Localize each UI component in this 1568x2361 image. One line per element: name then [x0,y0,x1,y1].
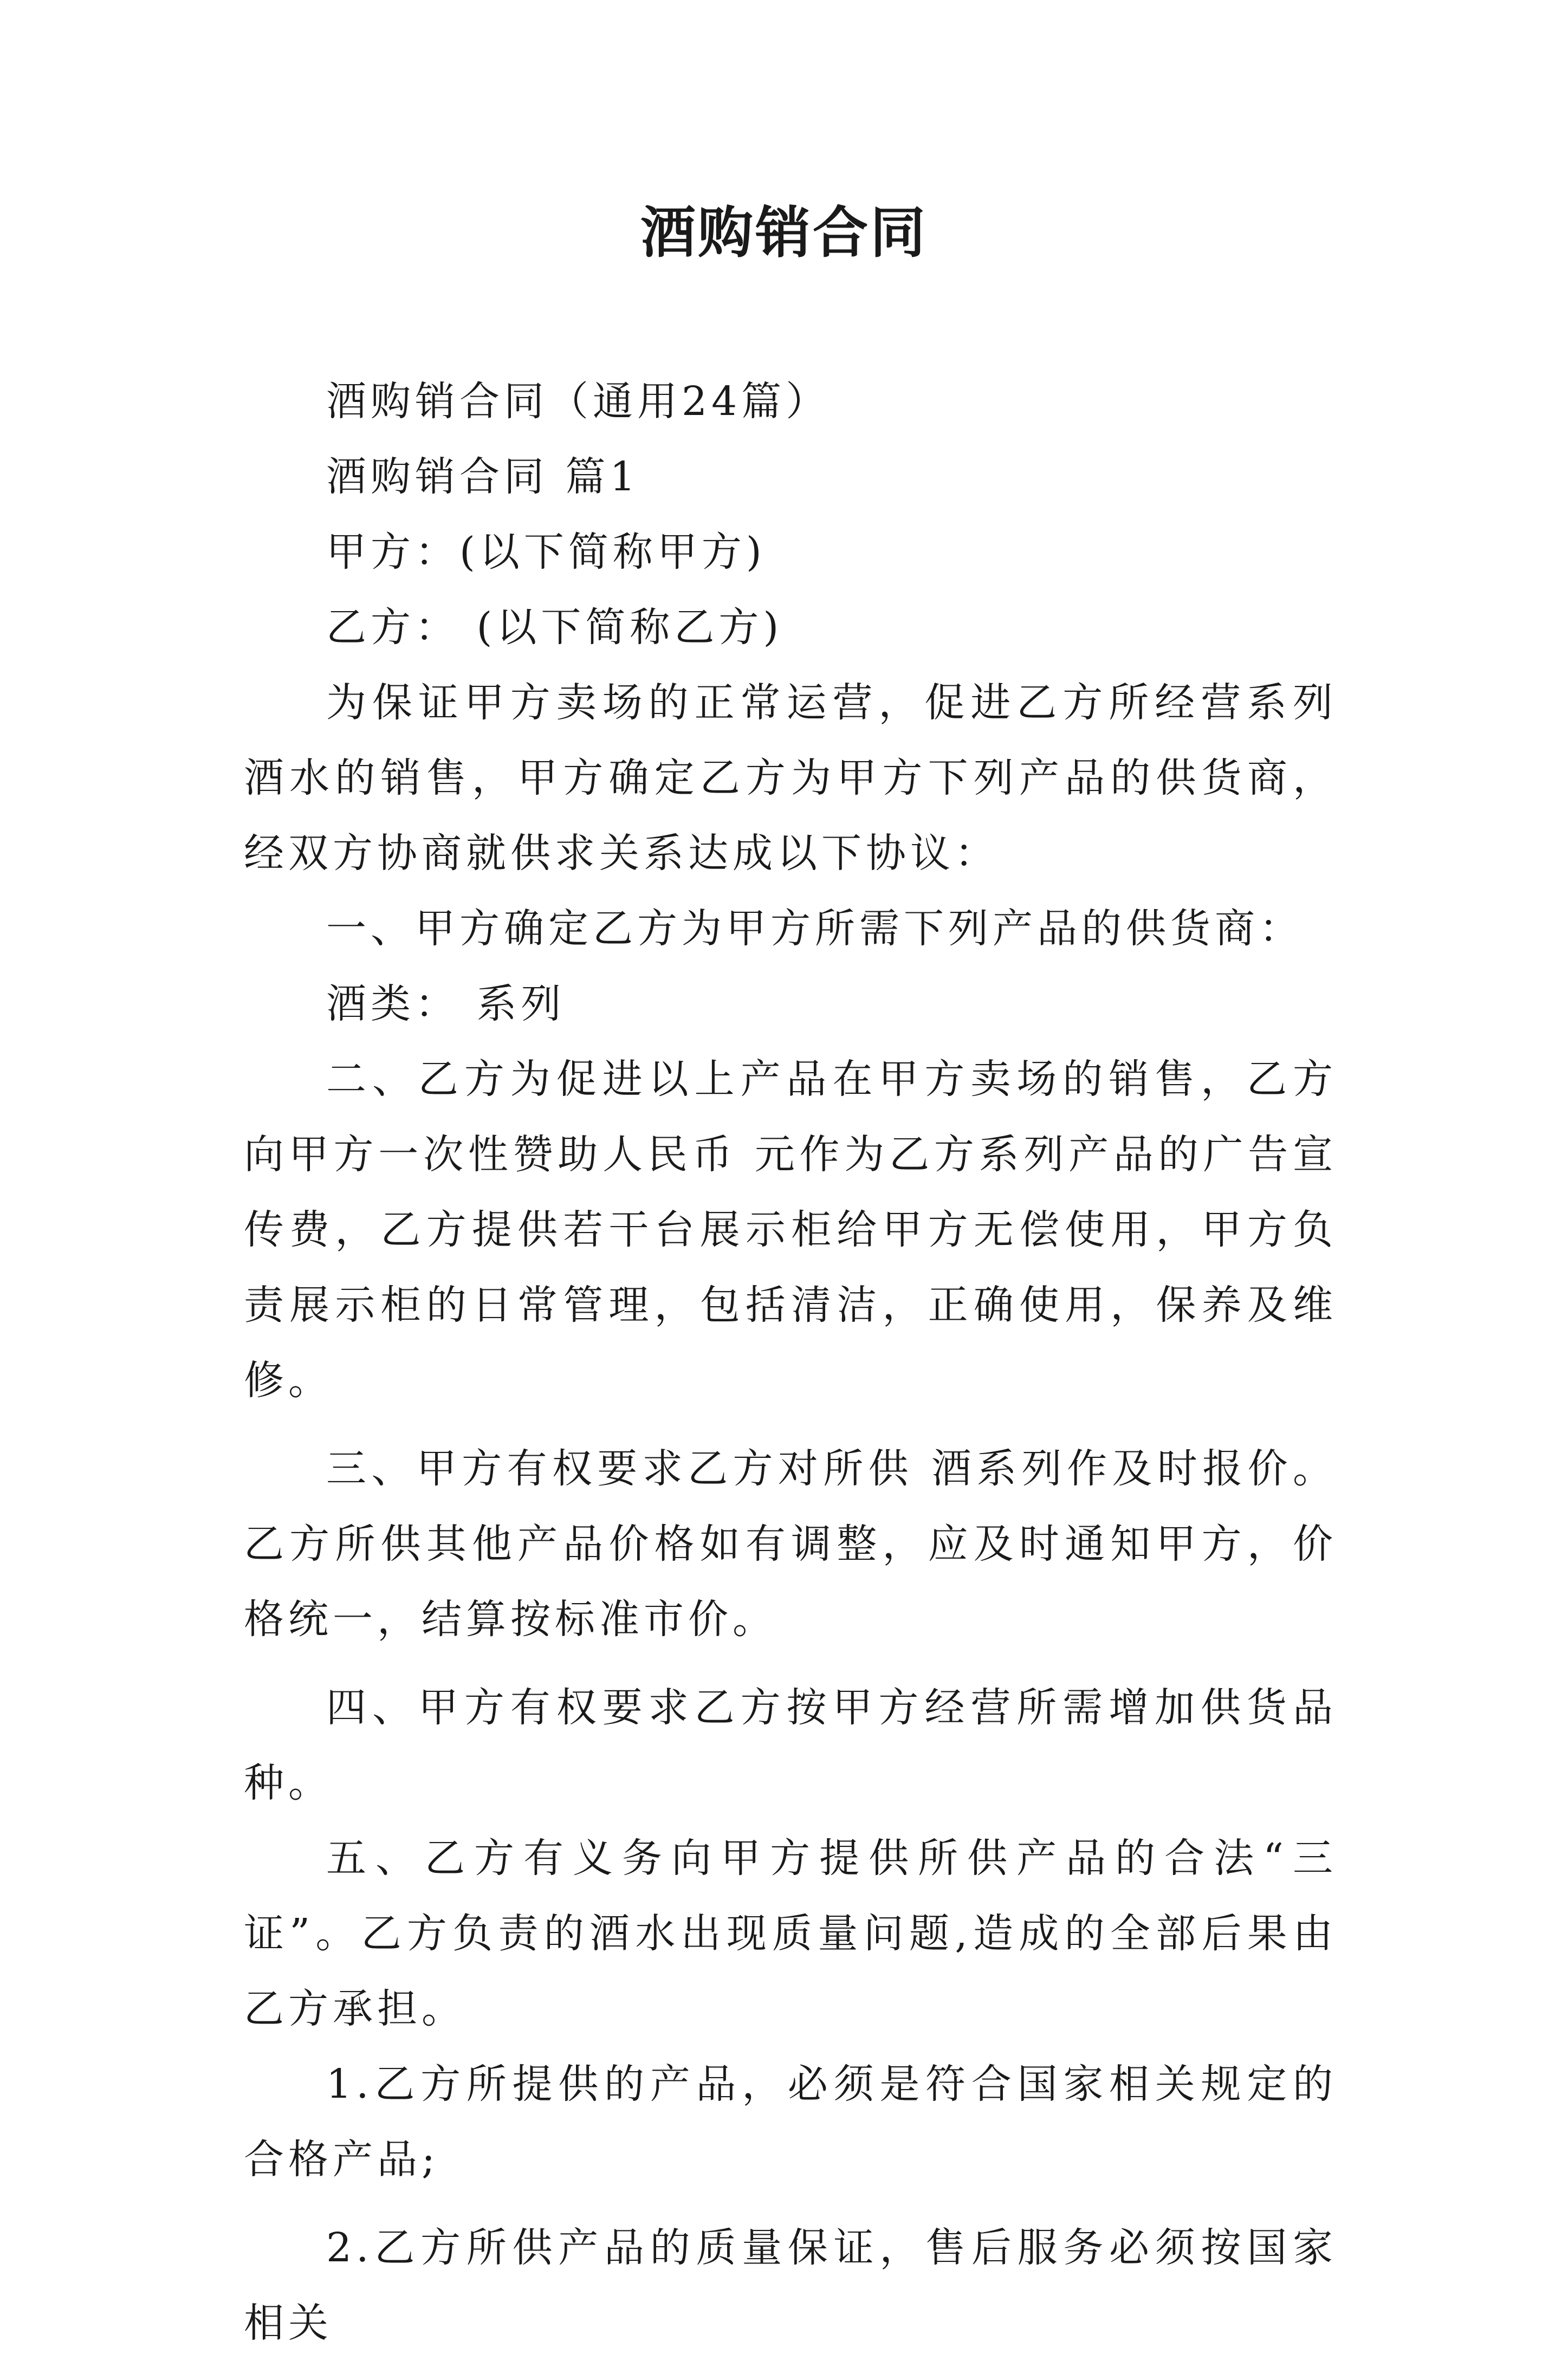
paragraph-party-a: 甲方：(以下简称甲方) [326,529,766,575]
document-body [244,364,1337,2361]
paragraph-wine-type: 酒类： 系列 [326,981,566,1027]
paragraph-preamble: 为保证甲方卖场的正常运营，促进乙方所经营系列酒水的销售，甲方确定乙方为甲方下列产品的供货商，经双方协商就供求关系达成以下协议： [244,679,1337,877]
paragraph-item-2: 2.乙方所供产品的质量保证，售后服务必须按国家相关 [244,2224,1337,2346]
paragraph-subtitle: 酒购销合同（通用24篇） [326,378,831,425]
document-title: 酒购销合同 [640,200,928,265]
paragraph-item-1: 1.乙方所提供的产品，必须是符合国家相关规定的合格产品; [244,2061,1337,2183]
paragraph-party-b: 乙方： (以下简称乙方) [326,604,783,651]
paragraph-clause-3: 三、甲方有权要求乙方对所供 酒系列作及时报价。乙方所供其他产品价格如有调整，应及时通知甲方，价格统一，结算按标准市价。 [244,1445,1337,1643]
paragraph-section-heading: 酒购销合同 篇1 [326,453,640,500]
paragraph-clause-1: 一、甲方确定乙方为甲方所需下列产品的供货商： [326,905,1304,952]
paragraph-clause-5: 五、乙方有义务向甲方提供所供产品的合法“三证”。乙方负责的酒水出现质量问题,造成的全部后果由乙方承担。 [244,1835,1337,2032]
paragraph-clause-2: 二、乙方为促进以上产品在甲方卖场的销售，乙方向甲方一次性赞助人民币 元作为乙方系列产品的广告宣传费，乙方提供若干台展示柜给甲方无偿使用，甲方负责展示柜的日常管理，包括清洁，正确使用，保养及维修。 [244,1056,1337,1404]
paragraph-clause-4: 四、甲方有权要求乙方按甲方经营所需增加供货品种。 [244,1684,1337,1806]
